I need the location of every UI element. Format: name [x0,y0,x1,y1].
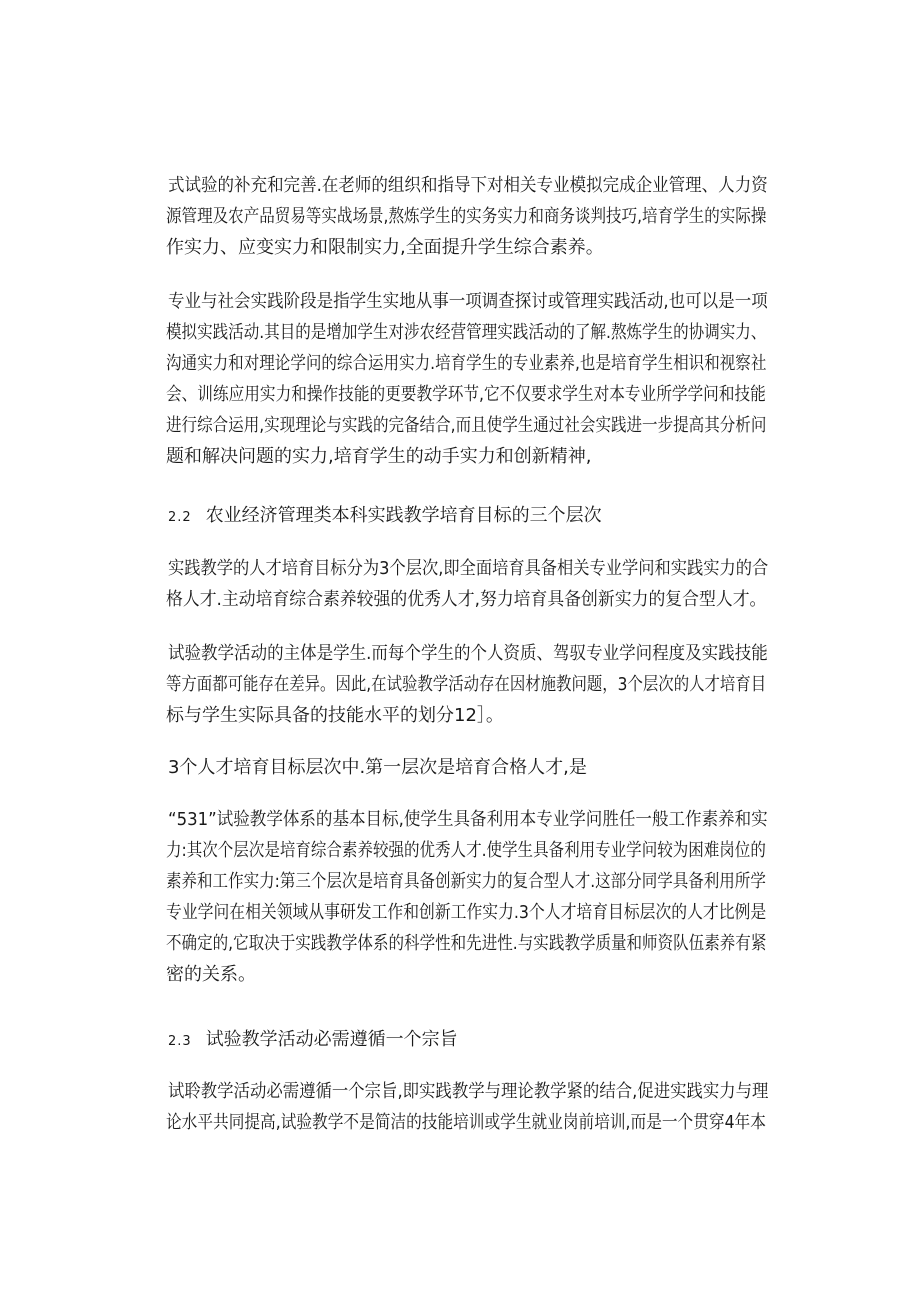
section-heading-2-2 [168,500,602,533]
paragraph-line: 力:其次个层次是培育综合素养较强的优秀人才.使学生具备利用专业学问较为困难岗位的 [166,840,766,861]
paragraph-line: 题和解决问题的实力,培育学生的动手实力和创新精神, [166,446,592,467]
paragraph-line: 专业学问在相关领域从事研发工作和创新工作实力.3个人才培育目标层次的人才比例是 [166,902,767,923]
paragraph-line: 不确定的,它取决于实践教学体系的科学性和先进性.与实践教学质量和师资队伍素养有紧 [166,933,767,954]
paragraph-line: 进行综合运用,实现理论与实践的完备结合,而且使学生通过社会实践进一步提高其分析问 [166,415,767,436]
paragraph-line: 实践教学的人才培育目标分为3个层次,即全面培育具备相关专业学问和实践实力的合 [168,558,769,579]
section-number: 2.2 [168,510,192,525]
paragraph-line: 标与学生实际具备的技能水平的划分12］。 [166,705,504,726]
paragraph-7 [168,1076,768,1138]
paragraph-line: 密的关系。 [166,964,256,985]
section-title: 农业经济管理类本科实践教学培育目标的三个层次 [205,505,602,526]
paragraph-line: 式试验的补充和完善.在老师的组织和指导下对相关专业模拟完成企业管理、人力资 [168,175,768,196]
paragraph-line: 模拟实践活动.其目的是增加学生对涉农经营管理实践活动的了解.熬炼学生的协调实力、 [166,322,767,343]
paragraph-line: 作实力、应变实力和限制实力,全面提升学生综合素养。 [166,237,604,258]
paragraph-line: 试验教学活动的主体是学生.而每个学生的个人资质、驾驭专业学问程度及实践技能 [168,643,768,664]
section-number: 2.3 [168,1034,192,1049]
paragraph-line: 3个人才培育目标层次中.第一层次是培育合格人才,是 [168,757,587,778]
paragraph-4 [168,638,768,731]
paragraph-line: 试聆教学活动必需遵循一个宗旨,即实践教学与理论教学紧的结合,促进实践实力与理 [168,1081,769,1102]
paragraph-1 [168,170,768,263]
paragraph-line: “531”试验教学体系的基本目标,使学生具备利用本专业学问胜任一般工作素养和实 [168,809,768,830]
paragraph-line: 沟通实力和对理论学问的综合运用实力.培育学生的专业素养,也是培育学生相识和视察社 [166,353,767,374]
paragraph-6 [168,804,768,990]
paragraph-line: 会、训练应用实力和操作技能的更要教学环节,它不仅要求学生对本专业所学学问和技能 [166,384,766,405]
paragraph-line: 等方面都可能存在差异。因此,在试验教学活动存在因材施教问题，3个层次的人才培育目 [166,674,767,695]
paragraph-line: 论水平共同提高,试验教学不是简洁的技能培训或学生就业岗前培训,而是一个贯穿4年本 [166,1112,766,1133]
paragraph-3 [168,553,768,615]
section-title: 试验教学活动必需遵循一个宗旨 [205,1029,458,1050]
paragraph-5 [168,752,768,783]
section-heading-2-3 [168,1024,458,1057]
paragraph-line: 源管理及农产品贸易等实战场景,熬炼学生的实务实力和商务谈判技巧,培育学生的实际操 [166,206,767,227]
paragraph-line: 素养和工作实力:第三个层次是培育具备创新实力的复合型人才.这部分同学具备利用所学 [166,871,766,892]
paragraph-line: 格人才.主动培育综合素养较强的优秀人才,努力培育具备创新实力的复合型人才。 [166,589,767,610]
paragraph-2 [168,286,768,472]
paragraph-line: 专业与社会实践阶段是指学生实地从事一项调查探讨或管理实践活动,也可以是一项 [168,291,768,312]
